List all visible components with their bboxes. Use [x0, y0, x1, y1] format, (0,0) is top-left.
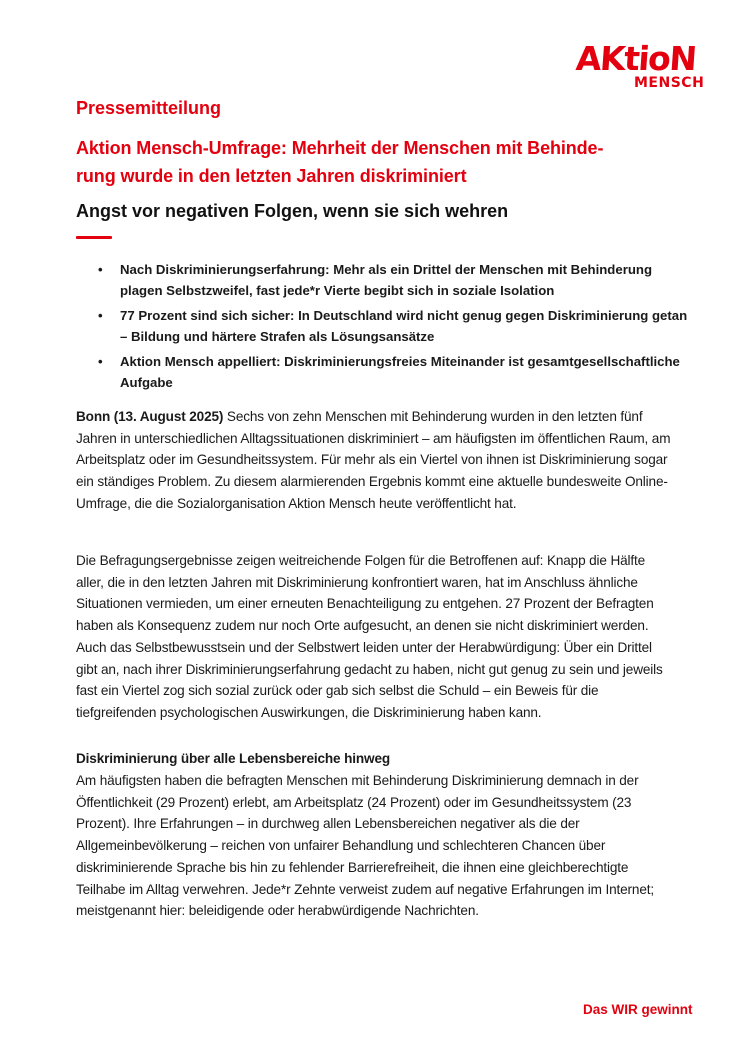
key-point-text: 77 Prozent sind sich sicher: In Deutschland wird nicht genug gegen Diskriminierung getan – Bildung und härtere Strafen als Lösungsansätze — [120, 308, 688, 344]
headline-line-2: rung wurde in den letzten Jahren diskriminiert — [76, 166, 467, 186]
subheadline: Angst vor negativen Folgen, wenn sie sich wehren — [76, 201, 509, 221]
key-point — [98, 351, 688, 393]
bullet-icon: • — [98, 354, 103, 369]
bullet-icon: • — [98, 262, 103, 277]
bullet-icon: • — [98, 308, 103, 323]
key-point-text: Nach Diskriminierungserfahrung: Mehr als ein Drittel der Menschen mit Behinderung plagen Selbstzweifel, fast jede*r Vierte begibt sich in soziale Isolation — [120, 262, 652, 298]
footer-claim: Das WIR gewinnt — [583, 1002, 693, 1017]
accent-rule — [76, 236, 112, 239]
key-point — [98, 305, 688, 347]
key-points-list — [98, 259, 688, 397]
intro-text: Sechs von zehn Menschen mit Behinderung wurden in den letzten fünf Jahren in unterschiedlichen Alltagssituationen diskriminiert – am häufigsten im öffentlichen Raum, am Arbeitsplatz oder im Gesundheitssystem. Für mehr als ein Viertel von ihnen ist Diskriminierung sogar ein ständiges Problem. Zu diesem alarmierenden Ergebnis kommt eine aktuelle bundesweite Online-Umfrage, die die Sozialorganisation Aktion Mensch heute veröffentlicht hat. — [76, 409, 671, 511]
key-point — [98, 259, 688, 301]
logo-wordmark-aktion: AKtioN — [574, 39, 697, 78]
document-kicker: Pressemitteilung — [76, 98, 222, 118]
key-point-text: Aktion Mensch appelliert: Diskriminierungsfreies Miteinander ist gesamtgesellschaftliche Aufgabe — [120, 354, 680, 390]
intro-paragraph — [76, 406, 676, 515]
dateline: Bonn (13. August 2025) — [76, 409, 224, 424]
headline — [76, 134, 666, 190]
aktion-mensch-logo — [574, 39, 726, 102]
body-paragraph-consequences: Die Befragungsergebnisse zeigen weitreichende Folgen für die Betroffenen auf: Knapp die Hälfte aller, die in den letzten Jahren mit Diskriminierung konfrontiert waren, hat im Anschluss ähnliche Situationen vermieden, um einer erneuten Benachteiligung zu entgehen. 27 Prozent der Befragten haben als Konsequenz zudem nur noch Orte aufgesucht, an denen sie nicht diskriminiert werden. Auch das Selbstbewusstsein und der Selbstwert leiden unter der Herabwürdigung: Über ein Drittel gibt an, nach ihrer Diskriminierungserfahrung gedacht zu haben, nicht gut genug zu sein und jeweils fast ein Viertel zog sich sozial zurück oder gab sich selbst die Schuld – ein Beweis für die tiefgreifenden psychologischen Auswirkungen, die Diskriminierung haben kann. — [76, 553, 663, 720]
body-paragraph-areas: Am häufigsten haben die befragten Menschen mit Behinderung Diskriminierung demnach in der Öffentlichkeit (29 Prozent) erlebt, am Arbeitsplatz (24 Prozent) oder im Gesundheitssystem (23 Prozent). Ihre Erfahrungen – in durchweg allen Lebensbereichen negativer als die der Allgemeinbevölkerung – reichen von unfairer Behandlung und schlechteren Chancen über diskriminierende Sprache bis hin zu fehlender Barrierefreiheit, die ihnen eine gleichberechtigte Teilhabe im Alltag verwehren. Jede*r Zehnte verweist zudem auf negative Erfahrungen im Internet; meistgenannt hier: beleidigende oder herabwürdigende Nachrichten. — [76, 773, 655, 919]
section-heading: Diskriminierung über alle Lebensbereiche hinweg — [76, 751, 391, 766]
headline-line-1: Aktion Mensch-Umfrage: Mehrheit der Menschen mit Behinde- — [76, 138, 604, 158]
logo-wordmark-mensch: MENSCH — [634, 75, 705, 91]
